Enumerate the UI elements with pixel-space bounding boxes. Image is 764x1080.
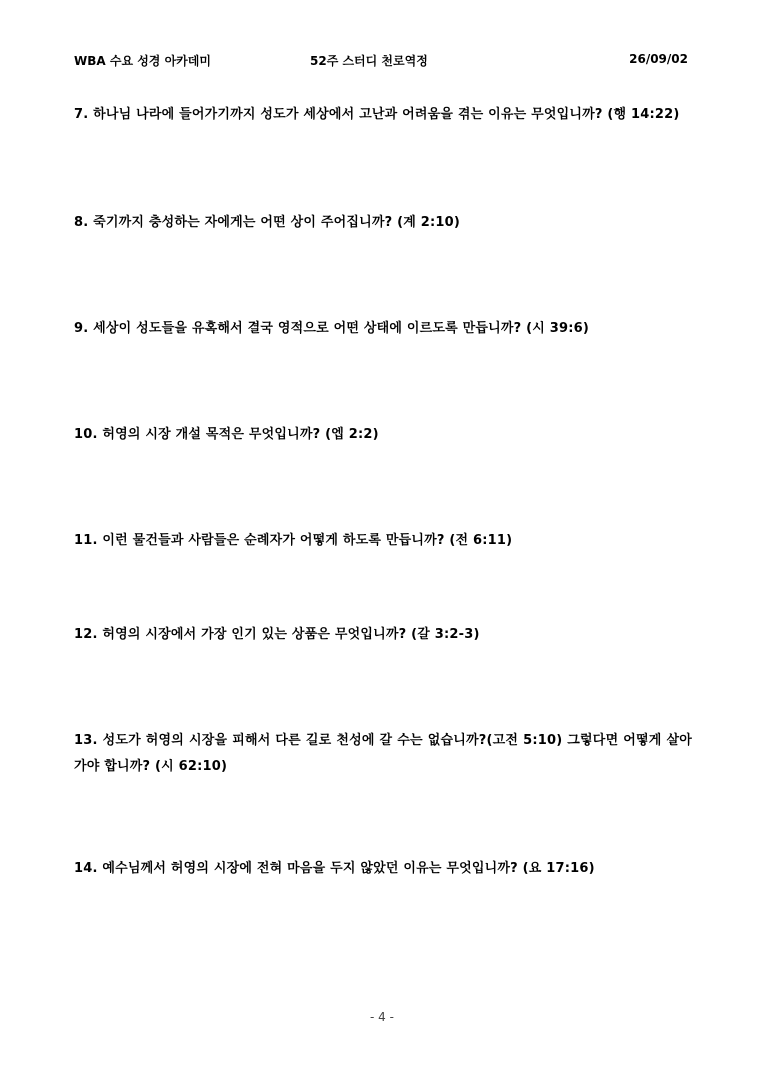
question-8: 8. 죽기까지 충성하는 자에게는 어떤 상이 주어집니까? (계 2:10): [74, 215, 461, 230]
question-13: 13. 성도가 허영의 시장을 피해서 다른 길로 천성에 갈 수는 없습니까?(고전 5:10) 그렇다면 어떻게 살아가야 합니까? (시 62:10): [74, 733, 692, 774]
question-14: 14. 예수님께서 허영의 시장에 전혀 마음을 두지 않았던 이유는 무엇입니까? (요 17:16): [74, 861, 595, 876]
header-academy-name: WBA 수요 성경 아카데미: [74, 54, 211, 68]
header-study-title: 52주 스터디 천로역정: [310, 54, 428, 68]
question-7: 7. 하나님 나라에 들어가기까지 성도가 세상에서 고난과 어려움을 겪는 이유는 무엇입니까? (행 14:22): [74, 107, 680, 122]
page-header: [74, 52, 690, 72]
header-date: 26/09/02: [629, 52, 688, 66]
question-12: 12. 허영의 시장에서 가장 인기 있는 상품은 무엇입니까? (갈 3:2-3): [74, 627, 480, 642]
question-11: 11. 이런 물건들과 사람들은 순례자가 어떻게 하도록 만듭니까? (전 6:11): [74, 533, 513, 548]
page-number: - 4 -: [370, 1010, 394, 1024]
question-9: 9. 세상이 성도들을 유혹해서 결국 영적으로 어떤 상태에 이르도록 만듭니까? (시 39:6): [74, 321, 590, 336]
question-10: 10. 허영의 시장 개설 목적은 무엇입니까? (엡 2:2): [74, 427, 379, 442]
